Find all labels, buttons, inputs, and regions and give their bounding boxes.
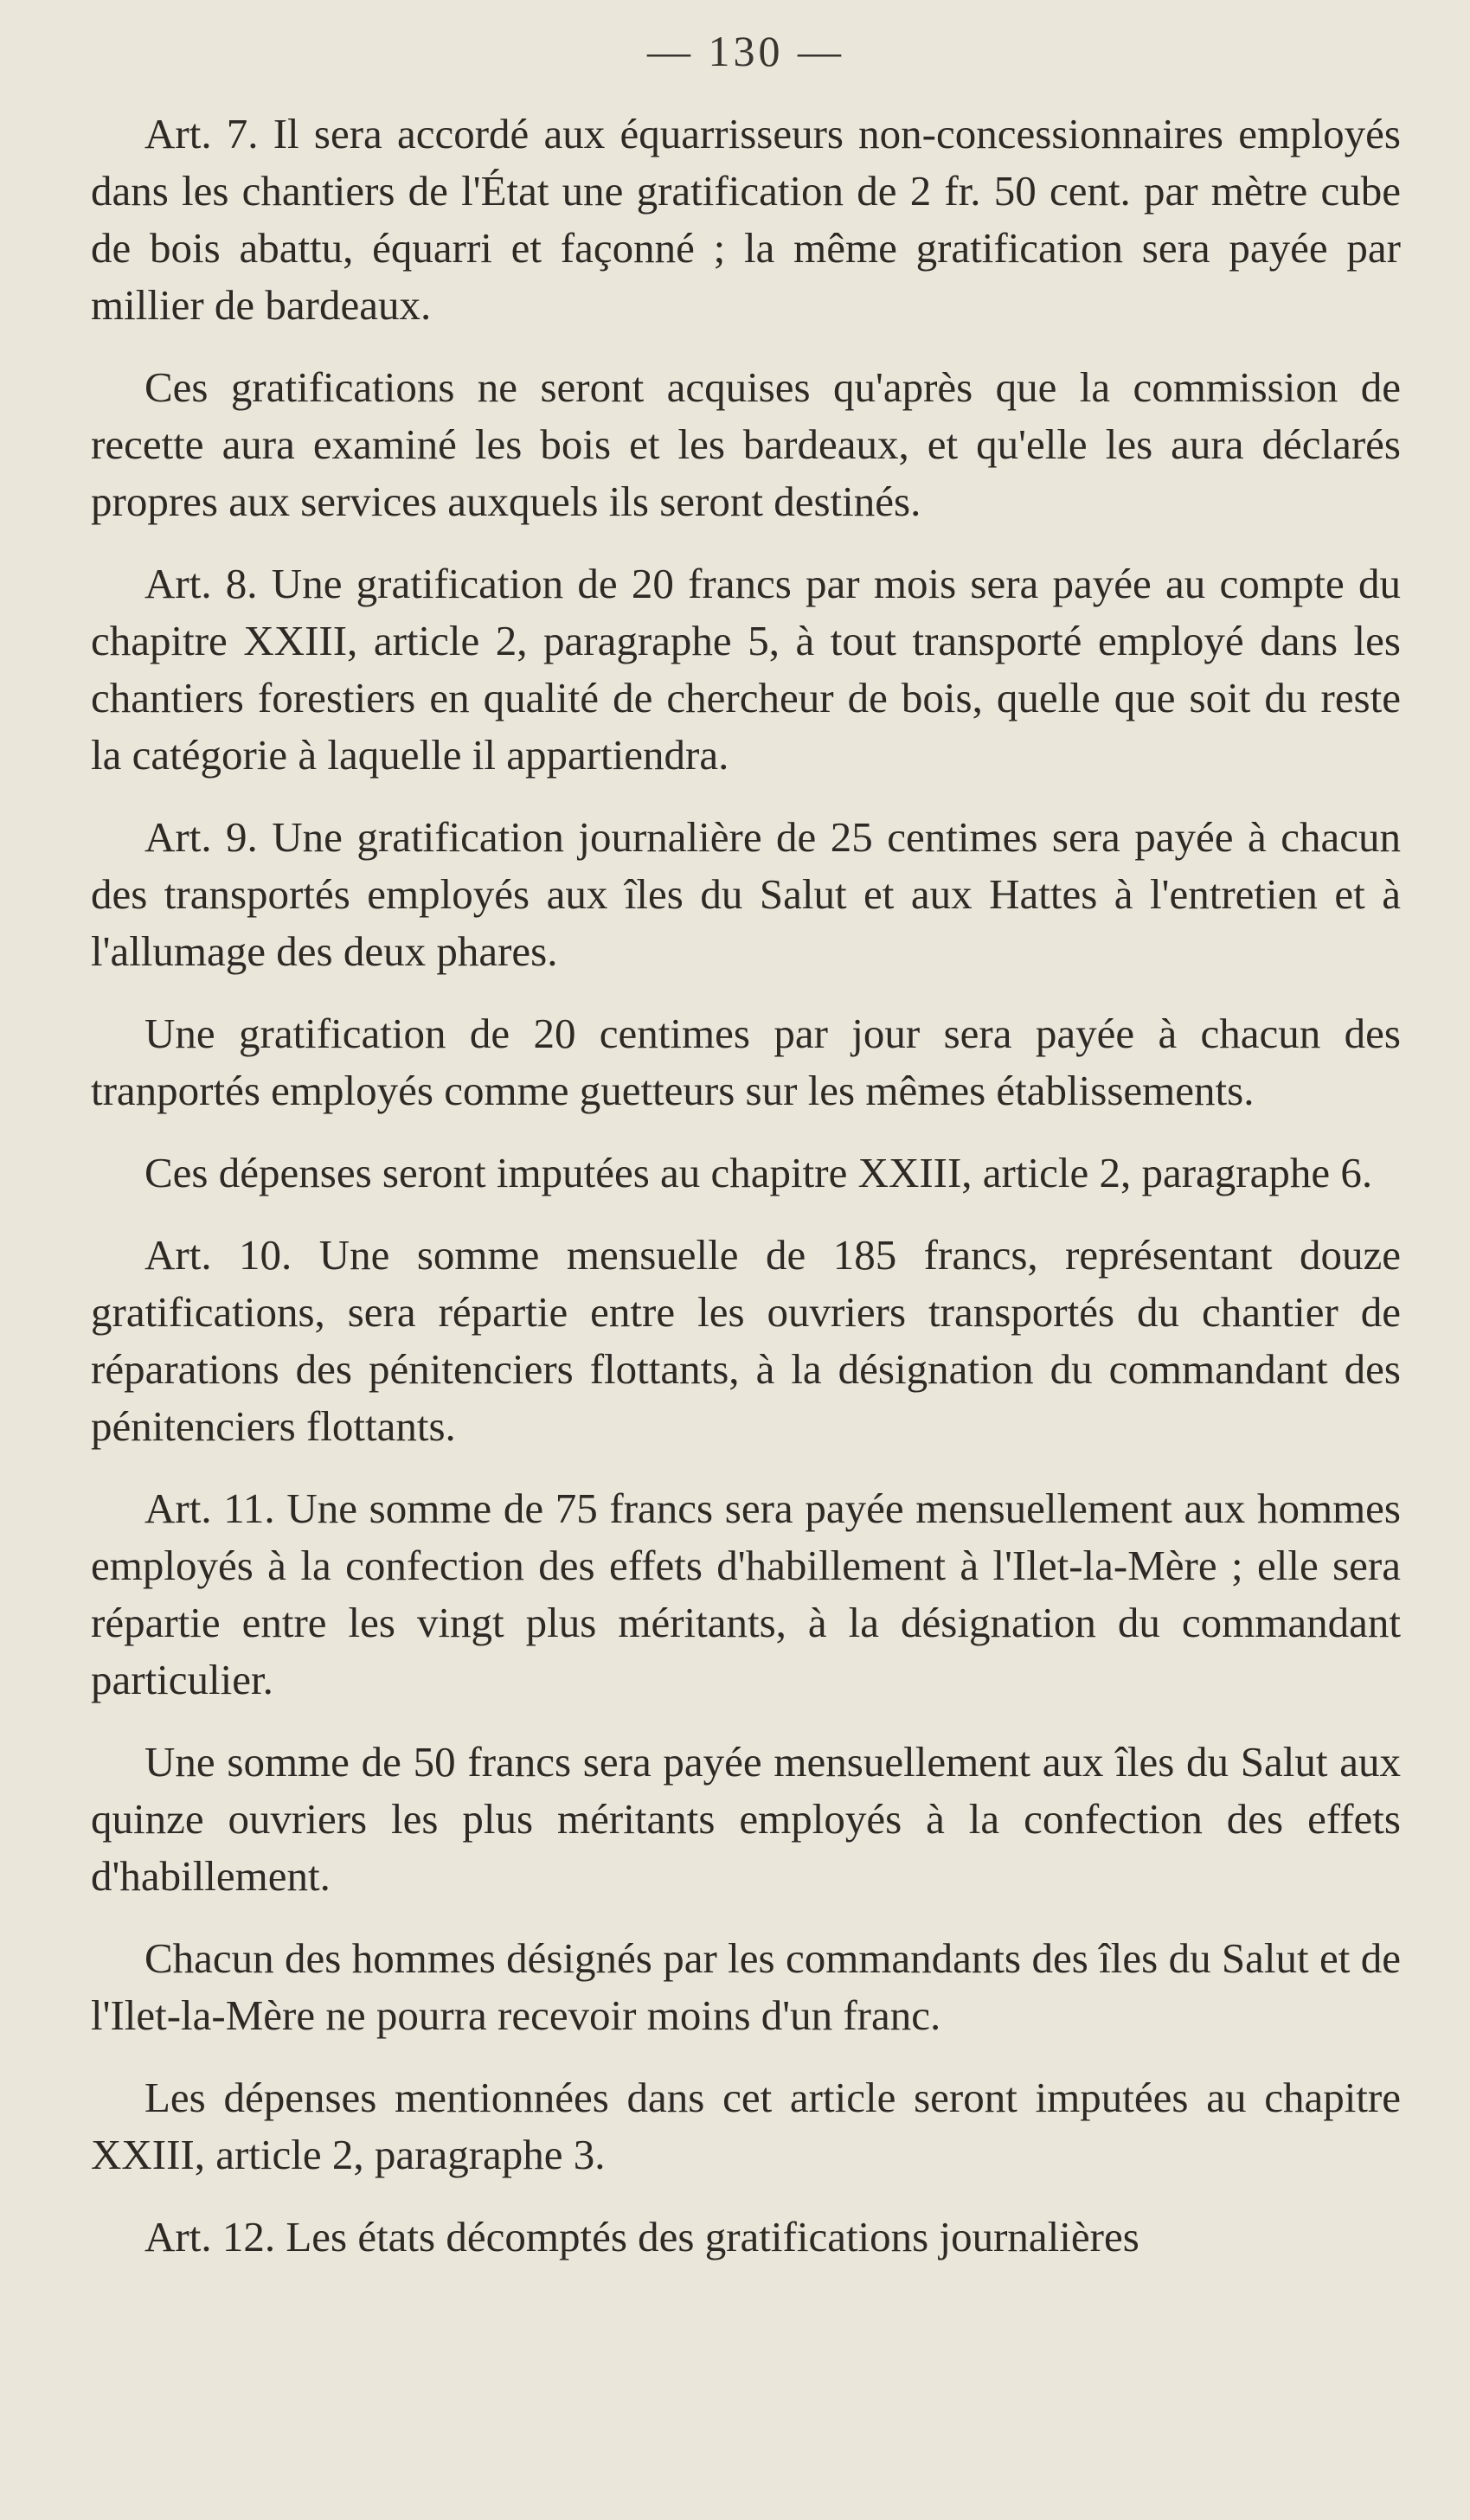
paragraph-art-9-guetteurs: Une gratification de 20 centimes par jour sera payée à chacun des tranportés employés comme guetteurs sur les mêmes établissements. [91,1010,1401,1114]
paragraph-art-10: Art. 10. Une somme mensuelle de 185 francs, représentant douze gratifications, sera répartie entre les ouvriers transportés du chantier de réparations des pénitenciers flottants, à la désignation du commandant des pénitenciers flottants. [91,1231,1401,1450]
paragraph-art-7-gratifications: Ces gratifications ne seront acquises qu'après que la commission de recette aura examiné les bois et les bardeaux, et qu'elle les aura déclarés propres aux services auxquels ils seront destinés. [91,363,1401,525]
paragraph-art-11-depenses: Les dépenses mentionnées dans cet article seront imputées au chapitre XXIII, article 2, paragraphe 3. [91,2074,1401,2178]
paragraph-art-11-minimum: Chacun des hommes désignés par les commandants des îles du Salut et de l'Ilet-la-Mère ne pourra recevoir moins d'un franc. [91,1934,1401,2039]
page-number: — 130 — [647,27,844,75]
paragraph-art-11-iles-du-salut: Une somme de 50 francs sera payée mensuellement aux îles du Salut aux quinze ouvriers les plus méritants employés à la confection des effets d'habillement. [91,1738,1401,1900]
paragraph-art-9: Art. 9. Une gratification journalière de 25 centimes sera payée à chacun des transportés employés aux îles du Salut et aux Hattes à l'entretien et à l'allumage des deux phares. [91,813,1401,975]
paragraph-art-7: Art. 7. Il sera accordé aux équarrisseurs non-concessionnaires employés dans les chantiers de l'État une gratification de 2 fr. 50 cent. par mètre cube de bois abattu, équarri et façonné ; la même gratification sera payée par millier de bardeaux. [91,110,1401,329]
paragraph-art-12: Art. 12. Les états décomptés des gratifications journalières [144,2213,1139,2260]
paragraph-art-9-depenses: Ces dépenses seront imputées au chapitre XXIII, article 2, paragraphe 6. [144,1149,1373,1196]
paragraph-art-8: Art. 8. Une gratification de 20 francs par mois sera payée au compte du chapitre XXIII, article 2, paragraphe 5, à tout transporté employé dans les chantiers forestiers en qualité de chercheur de bois, quelle que soit du reste la catégorie à laquelle il appartiendra. [91,560,1401,779]
paragraph-art-11: Art. 11. Une somme de 75 francs sera payée mensuellement aux hommes employés à la confection des effets d'habillement à l'Ilet-la-Mère ; elle sera répartie entre les vingt plus méritants, à la désignation du commandant particulier. [91,1484,1401,1703]
